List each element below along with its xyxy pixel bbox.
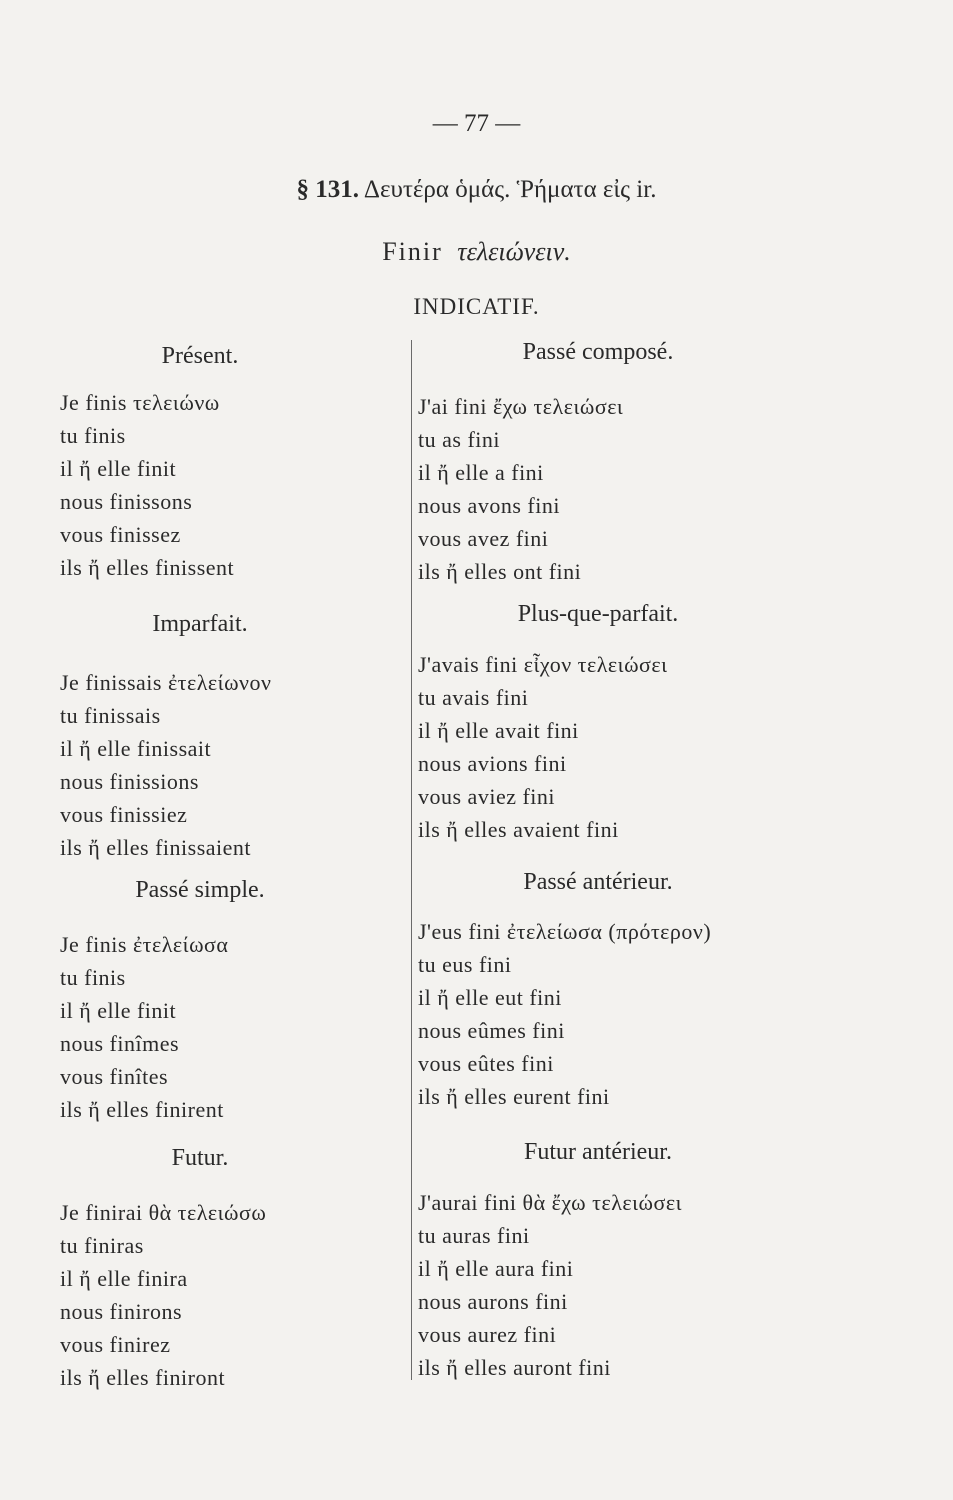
section-title: Δευτέρα ὁμάς. Ῥήματα εἰς ir. — [363, 176, 657, 203]
tense-heading: Plus-que-parfait. — [517, 601, 679, 627]
tense-heading: Passé simple. — [135, 877, 265, 903]
conjugation-line: J'eus fini ἐτελείωσα (πρότερον) — [418, 919, 712, 944]
conjugation-line: ils ἤ elles eurent fini — [418, 1084, 610, 1109]
conjugation-line: ils ἤ elles finissaient — [60, 835, 252, 860]
tense-present — [60, 338, 440, 584]
tense-heading: Passé antérieur. — [523, 869, 673, 895]
section-number: § 131. — [296, 176, 360, 203]
conjugation-line: Je finissais ἐτελείωνον — [60, 670, 272, 695]
tense-futur — [60, 1140, 440, 1394]
page-number: — 77 — — [432, 110, 521, 137]
tense-heading: Futur. — [171, 1145, 229, 1171]
conjugation-line: nous finissions — [60, 769, 199, 794]
conjugation-line: J'ai fini ἔχω τελειώσει — [418, 394, 624, 419]
tense-imparfait — [60, 606, 440, 864]
tense-futur-anterieur — [418, 1134, 798, 1384]
tense-heading: Présent. — [161, 343, 239, 369]
section-heading — [0, 176, 953, 204]
conjugation-line: vous finîtes — [60, 1064, 169, 1089]
tense-passe-anterieur — [418, 864, 798, 1113]
conjugation-line: nous eûmes fini — [418, 1018, 565, 1043]
conjugation-line: ils ἤ elles finirent — [60, 1097, 224, 1122]
conjugation-line: nous avons fini — [418, 493, 560, 518]
tense-passe-compose — [418, 334, 798, 588]
conjugation-line: tu finis — [60, 965, 126, 990]
conjugation-line: vous aviez fini — [418, 784, 556, 809]
conjugation-line: tu finis — [60, 423, 126, 448]
conjugation-line: ils ἤ elles ont fini — [418, 559, 582, 584]
conjugation-line: nous aurons fini — [418, 1289, 568, 1314]
conjugation-line: vous finissiez — [60, 802, 188, 827]
conjugation-line: tu finissais — [60, 703, 161, 728]
conjugation-line: il ἤ elle aura fini — [418, 1256, 574, 1281]
conjugation-line: tu eus fini — [418, 952, 512, 977]
conjugation-line: ils ἤ elles finissent — [60, 555, 235, 580]
conjugation-line: nous finîmes — [60, 1031, 180, 1056]
conjugation-line: il ἤ elle finit — [60, 998, 177, 1023]
conjugation-line: ils ἤ elles auront fini — [418, 1355, 611, 1380]
verb-title — [0, 237, 953, 267]
conjugation-line: il ἤ elle avait fini — [418, 718, 579, 743]
conjugation-line: J'aurai fini θὰ ἔχω τελειώσει — [418, 1190, 683, 1215]
verb-greek: τελειώνειν. — [457, 237, 571, 266]
tense-heading: Passé composé. — [522, 339, 674, 365]
conjugation-line: tu avais fini — [418, 685, 529, 710]
verb-french: Finir — [382, 237, 443, 266]
conjugation-line: tu finiras — [60, 1233, 144, 1258]
conjugation-line: nous avions fini — [418, 751, 567, 776]
conjugation-line: Je finis ἐτελείωσα — [60, 932, 229, 957]
conjugation-line: il ἤ elle a fini — [418, 460, 544, 485]
conjugation-line: Je finis τελειώνω — [60, 390, 220, 415]
tense-passe-simple — [60, 872, 440, 1126]
conjugation-line: ils ἤ elles avaient fini — [418, 817, 619, 842]
conjugation-line: nous finirons — [60, 1299, 182, 1324]
conjugation-line: il ἤ elle eut fini — [418, 985, 562, 1010]
tense-heading: Futur antérieur. — [524, 1139, 672, 1165]
tense-plus-que-parfait — [418, 596, 798, 846]
conjugation-line: J'avais fini εἶχον τελειώσει — [418, 652, 668, 677]
tense-heading: Imparfait. — [152, 611, 248, 637]
conjugation-line: tu as fini — [418, 427, 500, 452]
conjugation-line: Je finirai θὰ τελειώσω — [60, 1200, 267, 1225]
conjugation-line: nous finissons — [60, 489, 193, 514]
conjugation-line: vous finissez — [60, 522, 181, 547]
mood-heading: INDICATIF. — [413, 294, 540, 319]
conjugation-line: vous avez fini — [418, 526, 549, 551]
conjugation-line: vous finirez — [60, 1332, 171, 1357]
conjugation-line: vous eûtes fini — [418, 1051, 554, 1076]
conjugation-line: tu auras fini — [418, 1223, 530, 1248]
conjugation-line: ils ἤ elles finiront — [60, 1365, 226, 1390]
conjugation-line: il ἤ elle finira — [60, 1266, 188, 1291]
conjugation-line: vous aurez fini — [418, 1322, 557, 1347]
conjugation-line: il ἤ elle finissait — [60, 736, 212, 761]
conjugation-line: il ἤ elle finit — [60, 456, 177, 481]
